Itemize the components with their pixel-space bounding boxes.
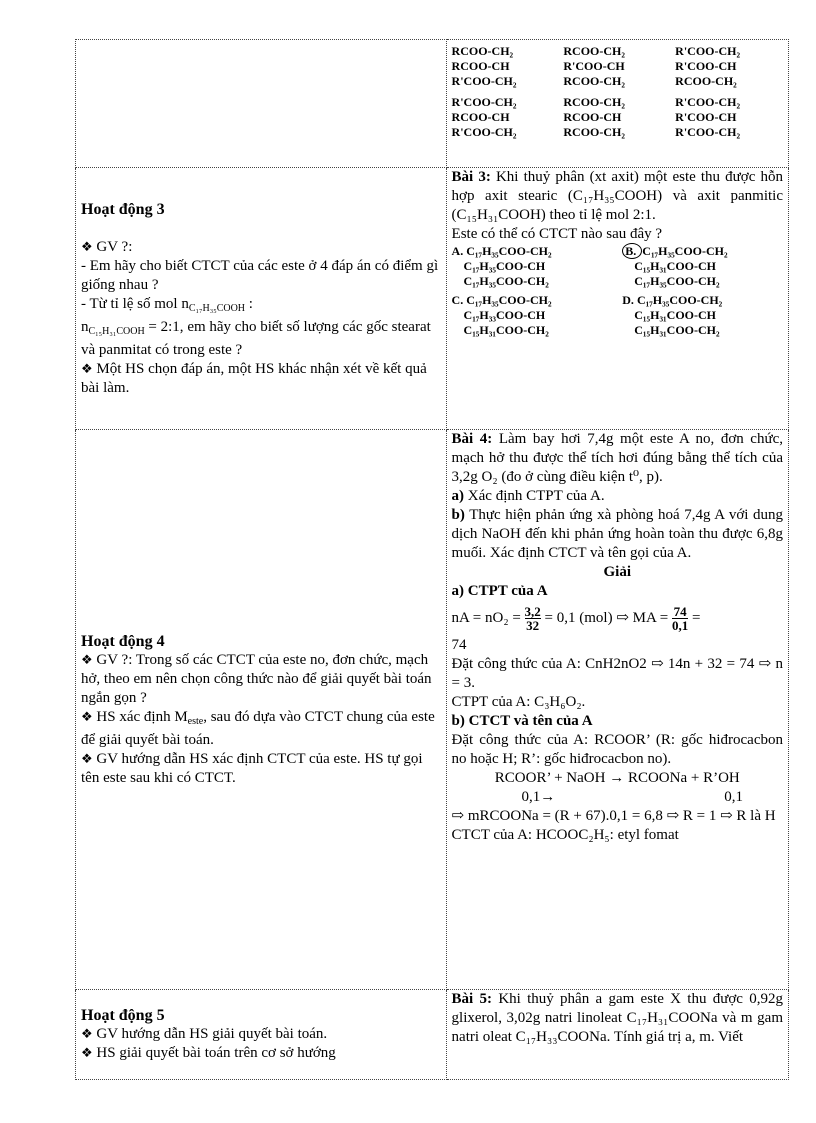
- activity-title: Hoạt động 4: [81, 632, 165, 650]
- activity-title: Hoạt động 5: [81, 1007, 165, 1024]
- structure-formula: RCOO-CH₂ R'COO-CH RCOO-CH₂: [563, 44, 625, 88]
- question-2-cont: $n_{C_{15}H_{31}COOH}$ = 2:1, em hãy cho biết số lượng các gốc stearat và panmitat có trong este ?: [81, 318, 431, 358]
- diamond-bullet-icon: ❖: [81, 751, 93, 767]
- table-row: [76, 168, 789, 430]
- exercise-label: Bài 4:: [451, 431, 493, 447]
- exercise-question: Este có thể có CTCT nào sau đây ?: [451, 226, 663, 242]
- answer-options: [452, 244, 783, 338]
- gv-label: GV ?:: [96, 238, 133, 255]
- table-row: [76, 990, 789, 1080]
- activity-4-cell: Hoạt động 4 ❖ GV ?: Trong số các CTCT của este no, đơn chức, mạch hở, theo em nên chọn công thức nào để giải quyết bài toán ngắn gọn ? ❖ HS xác định $M_{este}$, sau đó dựa vào CTCT chung của este để giải quyết bài toán. ❖ GV hướng dẫn HS xác định CTCT của este. HS tự gọi tên este sau khi có CTCT.: [76, 430, 447, 990]
- gv-question: GV ?: Trong số các CTCT của este no, đơn chức, mạch hở, theo em nên chọn công thức nào để giải quyết bài toán ngắn gọn ?: [81, 651, 432, 706]
- structure-formula: R'COO-CH₂ R'COO-CH R'COO-CH₂: [675, 95, 741, 139]
- exercise-text: Khi thuỷ phân a gam este X thu được 0,92g glixerol, 3,02g natri linoleat C₁₇H₃₁COONa và m gam natri oleat C₁₇H₃₃COONa. Tính giá trị a, m. Viết: [451, 991, 784, 1045]
- calculation-line: nA = nO₂ = $\frac{3,2}{32}$ = 0,1 (mol) ⇨ MA = $\frac{74}{0,1}$ =: [451, 604, 701, 633]
- empty-cell: [76, 40, 447, 168]
- activity-3-cell: [76, 168, 447, 430]
- structure-formula: R'COO-CH₂ R'COO-CH RCOO-CH₂: [675, 44, 741, 88]
- final-answer: CTCT của A: HCOOC₂H₅: etyl fomat: [451, 827, 679, 843]
- solution-heading: Giải: [603, 564, 632, 580]
- table-row: [76, 430, 789, 990]
- diamond-bullet-icon: ❖: [81, 239, 93, 255]
- diamond-bullet-icon: ❖: [81, 709, 93, 725]
- exercise-3-cell: [446, 168, 788, 430]
- exercise-text: Làm bay hơi 7,4g một este A no, đơn chức, mạch hở thu được thể tích hơi đúng bằng thể tích của 3,2g O₂ (đo ở cùng điều kiện t⁰, p).: [451, 431, 783, 485]
- answer-option-d[interactable]: D. C₁₇H₃₅COO-CH₂ C₁₅H₃₁COO-CH C₁₅H₃₁COO-CH₂: [622, 293, 723, 337]
- reaction-equation: RCOOR’ + NaOH → RCOONa + R’OH: [494, 770, 740, 786]
- structures-cell: [446, 40, 788, 168]
- exercise-label: Bài 3:: [451, 169, 491, 185]
- activity-5-cell: Hoạt động 5 ❖ GV hướng dẫn HS giải quyết bài toán. ❖ HS giải quyết bài toán trên cơ sở hướng: [76, 990, 447, 1080]
- table-row: [76, 40, 789, 168]
- exercise-4-cell: Bài 4: Làm bay hơi 7,4g một este A no, đơn chức, mạch hở thu được thể tích hơi đúng bằng thể tích của 3,2g O₂ (đo ở cùng điều kiện t⁰, p). a) Xác định CTPT của A. b) Thực hiện phản ứng xà phòng hoá 7,4g A với dung dịch NaOH đến khi phản ứng hoàn toàn thu được 6,8g muối. Xác định CTCT và tên gọi của A. Giải a) CTPT của A nA = nO₂ = $\frac{3,2}{32}$ = 0,1 (mol) ⇨ MA = $\frac{74}{0,1}$ = 74 Đặt công thức của A: CnH2nO2 ⇨ 14n + 32 = 74 ⇨ n = 3. CTPT của A: C₃H₆O₂. b) CTCT và tên của A Đặt công thức của A: RCOOR’ (R: gốc hiđrocacbon no hoặc H; R’: gốc hiđrocacbon no). RCOOR’ + NaOH → RCOONa + R’OH 0,1→ 0,1 ⇨ mRCOONa = (R + 67).0,1 = 6,8 ⇨ R = 1 ⇨ R là H CTCT của A: HCOOC₂H₅: etyl fomat: [446, 430, 788, 990]
- question-3: Một HS chọn đáp án, một HS khác nhận xét về kết quả bài làm.: [81, 360, 427, 396]
- answer-option-c[interactable]: C. C₁₇H₃₅COO-CH₂ C₁₇H₃₃COO-CH C₁₅H₃₁COO-CH₂: [451, 293, 552, 337]
- gv-guidance: GV hướng dẫn HS xác định CTCT của este. HS tự gọi tên este sau khi có CTCT.: [81, 750, 423, 786]
- activity-title: Hoạt động 3: [81, 200, 165, 218]
- part-a-heading: a) CTPT của A: [451, 583, 548, 599]
- question-1: - Em hãy cho biết CTCT của các este ở 4 đáp án có điểm gì giống nhau ?: [81, 257, 439, 293]
- answer-option-a[interactable]: A. C₁₇H₃₅COO-CH₂ C₁₇H₃₅COO-CH C₁₇H₃₅COO-CH₂: [451, 244, 552, 288]
- structure-formula: RCOO-CH₂ RCOO-CH RCOO-CH₂: [563, 95, 625, 139]
- answer-option-b[interactable]: B. C₁₇H₃₅COO-CH₂ C₁₅H₃₁COO-CH C₁₇H₃₅COO-CH₂: [622, 244, 783, 289]
- structure-formula: RCOO-CH₂ RCOO-CH R'COO-CH₂: [451, 44, 517, 88]
- diamond-bullet-icon: ❖: [81, 1027, 93, 1042]
- exercise-label: Bài 5:: [451, 991, 493, 1007]
- diamond-bullet-icon: ❖: [81, 361, 93, 377]
- part-b-heading: b) CTCT và tên của A: [451, 713, 593, 729]
- diamond-bullet-icon: ❖: [81, 1046, 93, 1061]
- diamond-bullet-icon: ❖: [81, 652, 93, 668]
- structure-formula: R'COO-CH₂ RCOO-CH R'COO-CH₂: [451, 95, 517, 139]
- question-2: - Từ tỉ lệ số mol $n_{C_{17}H_{35}COOH}$ :: [81, 295, 253, 314]
- triglyceride-structures: [452, 40, 783, 144]
- exercise-text: Khi thuỷ phân (xt axit) một este thu được hỗn hợp axit stearic (C₁₇H₃₅COOH) và axit panmitic (C₁₅H₃₁COOH) theo tỉ lệ mol 2:1.: [451, 169, 783, 223]
- lesson-table: [75, 39, 789, 1080]
- exercise-5-cell: [446, 990, 788, 1080]
